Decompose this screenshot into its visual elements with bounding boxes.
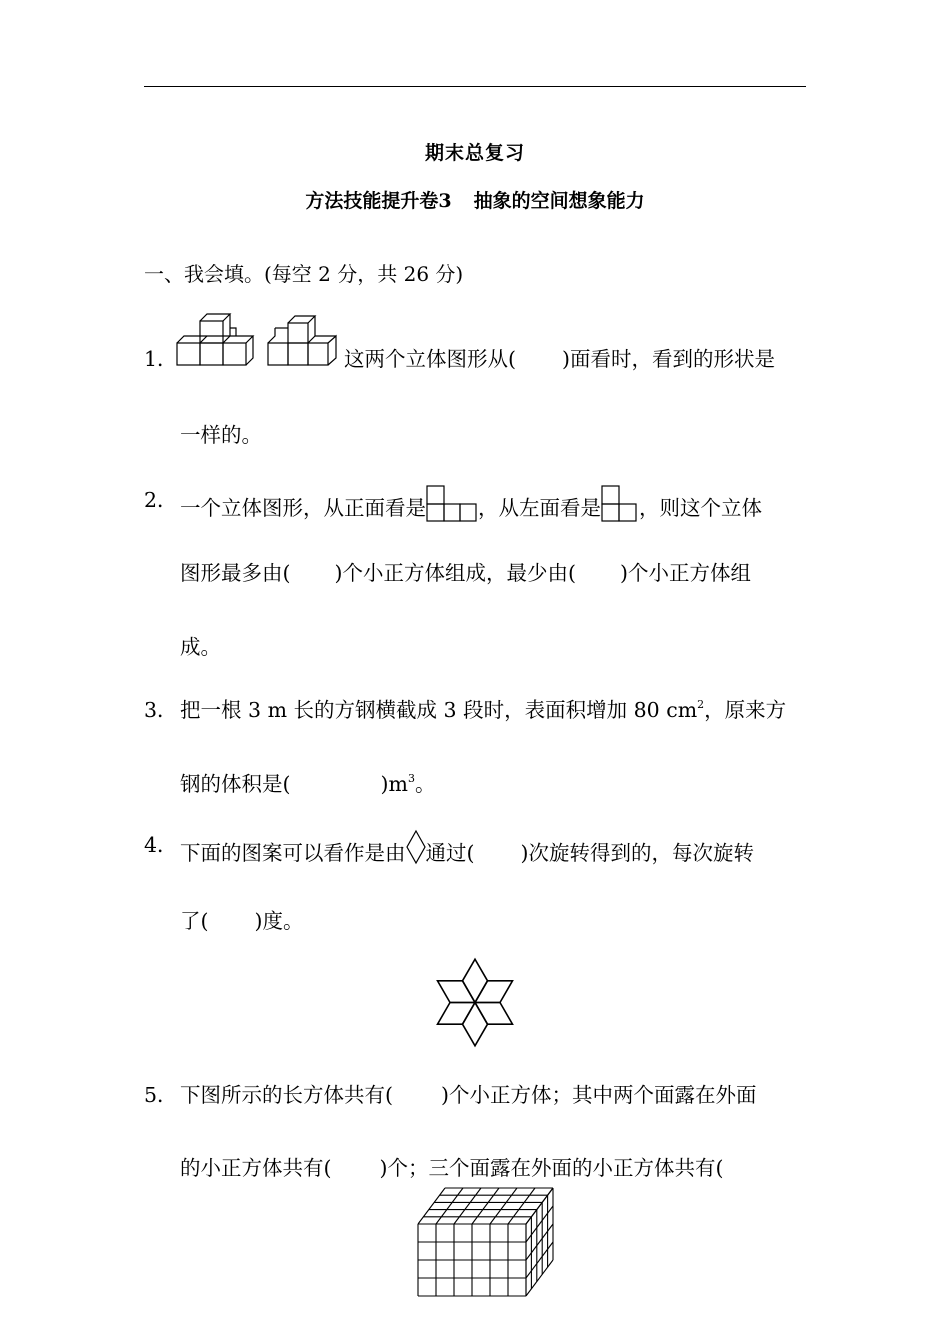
header-rule bbox=[144, 86, 806, 87]
question-4-line-2: 了( )度。 bbox=[180, 909, 304, 933]
three-squares-icon bbox=[426, 485, 478, 523]
question-1-line-2: 一样的。 bbox=[180, 423, 262, 447]
question-number: 1． bbox=[144, 347, 178, 371]
question-number: 4． bbox=[144, 833, 178, 857]
rhombus-icon bbox=[406, 830, 426, 864]
question-2-line-3: 成。 bbox=[180, 635, 221, 659]
question-1-line-1: 这两个立体图形从( )面看时，看到的形状是 bbox=[344, 347, 775, 371]
question-3-line-1: 把一根 3 m 长的方钢横截成 3 段时，表面积增加 80 $cm^2$，原来方 bbox=[180, 698, 787, 722]
subtitle-number: 3 bbox=[438, 190, 452, 212]
page-title: 期末总复习 bbox=[424, 142, 525, 164]
cube-stack-icon bbox=[266, 308, 346, 368]
subtitle-prefix: 方法技能提升卷 bbox=[305, 190, 439, 212]
cube-stack-icon bbox=[172, 308, 262, 368]
question-2-line-2: 图形最多由( )个小正方体组成，最少由( )个小正方体组 bbox=[180, 561, 751, 585]
question-number: 3． bbox=[144, 698, 178, 722]
question-5-line-2: 的小正方体共有( )个；三个面露在外面的小正方体共有( bbox=[180, 1156, 724, 1180]
question-4-line-1: 下面的图案可以看作是由 通过( )次旋转得到的，每次旋转 bbox=[180, 830, 754, 868]
two-squares-icon bbox=[601, 485, 639, 523]
question-2-line-1: 一个立体图形，从正面看是 ，从左面看是 ，则这个立体 bbox=[180, 485, 762, 523]
question-number: 5． bbox=[144, 1083, 178, 1107]
question-3-line-2: 钢的体积是( )$m^3$。 bbox=[180, 772, 436, 796]
six-rhombus-star-icon bbox=[420, 955, 530, 1050]
page-subtitle bbox=[0, 186, 950, 213]
question-5-line-1: 下图所示的长方体共有( )个小正方体；其中两个面露在外面 bbox=[180, 1083, 757, 1107]
cuboid-grid-icon bbox=[415, 1185, 551, 1303]
section-heading: 一、我会填。(每空 2 分，共 26 分) bbox=[144, 262, 464, 286]
subtitle-topic: 抽象的空间想象能力 bbox=[473, 190, 645, 212]
question-number: 2． bbox=[144, 488, 178, 512]
